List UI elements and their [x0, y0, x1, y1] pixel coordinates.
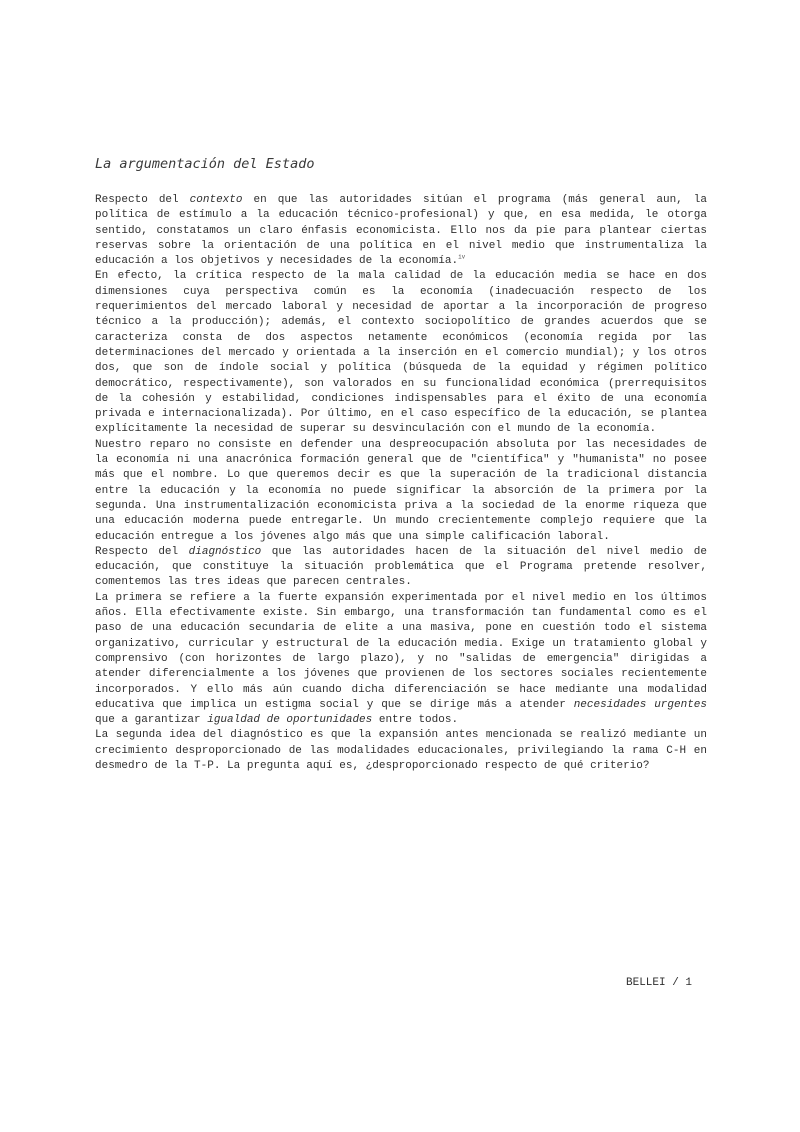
paragraph-text: Respecto del: [95, 545, 189, 558]
emphasized-text: igualdad de oportunidades: [207, 714, 373, 727]
paragraph: [95, 545, 707, 591]
paragraph-text: Respecto del: [95, 194, 190, 206]
paragraph: [95, 438, 707, 545]
paragraph-text: En efecto, la crítica respecto de la mala calidad de la educación media se hace en dos dimensiones cuya perspectiva común es la economía (inadecuación respecto de los requerimientos del mercado laboral y necesidad de aportar a la incorporación de progreso técnico a la producción); además, el contexto sociopolítico de grandes acuerdos que se caracteriza consta de dos aspectos netamente económicos (economía regida por las determinaciones del mercado y orientada a la inserción en el comercio mundial); y los otros dos, que son de índole social y política (búsqueda de la equidad y régimen político democrático, respectivamente), son valorados en su funcionalidad económica (prerrequisitos de la cohesión y estabilidad, condiciones indispensables para el éxito de una economía privada e internacionalizada). Por último, en el caso específico de la educación, se plantea explícitamente la necesidad de superar su desvinculación con el mundo de la economía.: [95, 270, 707, 436]
paragraph-text: La primera se refiere a la fuerte expansión experimentada por el nivel medio en los últimos años. Ella efectivamente existe. Sin embargo, una transformación tan fundamental como es el paso de una educación secundaria de elite a una masiva, pone en cuestión todo el sistema organizativo, curricular y estructural de la educación media. Exige un tratamiento global y comprensivo (con horizontes de largo plazo), y no "salidas de emergencia" dirigidas a atender diferencialmente a los jóvenes que provienen de los sectores sociales recientemente incorporados. Y ello más aún cuando dicha diferenciación se hace mediante una modalidad educativa que implica un estigma social y que se dirige más a atender: [95, 591, 707, 711]
paragraph-text: que a garantizar: [95, 714, 208, 727]
section-title: La argumentación del Estado: [95, 156, 315, 172]
paragraph: [95, 269, 707, 437]
paragraph-text: La segunda idea del diagnóstico es que la expansión antes mencionada se realizó mediante un crecimiento desproporcionado de las modalidades educacionales, privilegiando la rama C-H en desmedro de la T-P. La pregunta aquí es, ¿desproporcionado respecto de qué criterio?: [95, 729, 707, 772]
paragraph-text: entre todos.: [372, 714, 459, 727]
body-text: [95, 193, 707, 774]
footnote-reference: iv: [458, 253, 466, 261]
page-footer: BELLEI / 1: [626, 977, 693, 989]
emphasized-text: necesidades urgentes: [573, 698, 708, 711]
paragraph: [95, 193, 707, 269]
paragraph-text: que las autoridades hacen de la situación del nivel medio de educación, que constituye la situación problemática que el Programa pretende resolver, comentemos las tres ideas que parecen centrales.: [95, 545, 707, 589]
paragraph-text: en que las autoridades sitúan el programa (más general aun, la política de estímulo a la educación técnico-profesional) y que, en esa medida, le otorga sentido, constatamos un claro énfasis economicista. Ello nos da pie para plantear ciertas reservas sobre la orientación de una política en el nivel medio que instrumentaliza la educación a los objetivos y necesidades de la economía.: [95, 194, 707, 268]
emphasized-text: contexto: [189, 194, 243, 206]
emphasized-text: diagnóstico: [188, 545, 262, 558]
paragraph: [95, 591, 707, 729]
paragraph-text: Nuestro reparo no consiste en defender una despreocupación absoluta por las necesidades de la economía ni una anacrónica formación general que de "científica" y "humanista" no posee más que el nombre. Lo que queremos decir es que la superación de la tradicional distancia entre la educación y la economía no puede significar la absorción de la primera por la segunda. Una instrumentalización economicista priva a la sociedad de la enorme riqueza que una educación moderna puede entregarle. Un mundo crecientemente complejo requiere que la educación entregue a los jóvenes algo más que una simple calificación laboral.: [95, 438, 707, 543]
paragraph: [95, 728, 707, 774]
